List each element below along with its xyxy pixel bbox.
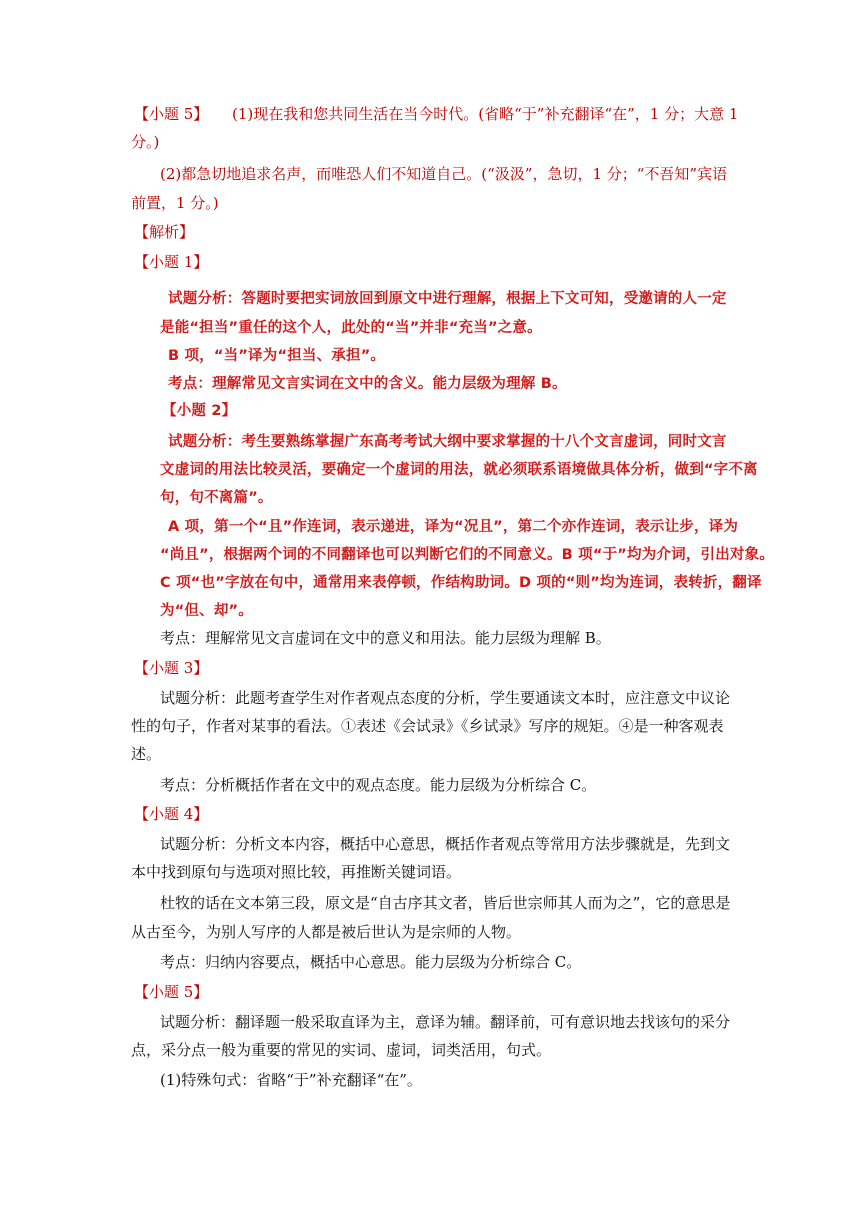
q3-line: 述。 bbox=[131, 745, 162, 763]
q5-answer-line2: (2)都急切地追求名声，而唯恐人们不知道自己。(“汲汲”，急切，1 分；“不吾知”宾语 bbox=[160, 165, 728, 183]
q2-line: “尚且”，根据两个词的不同翻译也可以判断它们的不同意义。B 项“于”均为介词，引出对象。 bbox=[160, 547, 775, 563]
q3-kaodian: 考点：分析概括作者在文中的观点态度。能力层级为分析综合 C。 bbox=[160, 776, 597, 794]
q2-line: 为“但、却”。 bbox=[160, 603, 253, 619]
q5-line: (1)特殊句式：省略“于”补充翻译“在”。 bbox=[160, 1071, 422, 1089]
analysis-header: 【解析】 bbox=[134, 223, 195, 241]
q2-kaodian: 考点：理解常见文言虚词在文中的意义和用法。能力层级为理解 B。 bbox=[160, 629, 611, 647]
q4-kaodian: 考点：归纳内容要点，概括中心意思。能力层级为分析综合 C。 bbox=[160, 953, 582, 971]
q4-line: 杜牧的话在文本第三段，原文是“自古序其文者，皆后世宗师其人而为之”，它的意思是 bbox=[160, 894, 731, 912]
q4-line: 试题分析：分析文本内容，概括中心意思，概括作者观点等常用方法步骤就是，先到文 bbox=[160, 835, 731, 853]
q1-line: 试题分析：答题时要把实词放回到原文中进行理解，根据上下文可知，受邀请的人一定 bbox=[168, 291, 727, 307]
q2-line: A 项，第一个“且”作连词，表示递进，译为“况且”，第二个亦作连词，表示让步，译为 bbox=[168, 519, 739, 535]
q4-line: 本中找到原句与选项对照比较，再推断关键词语。 bbox=[131, 863, 462, 881]
q2-line: 句，句不离篇”。 bbox=[160, 490, 273, 506]
q5-line: 点，采分点一般为重要的常见的实词、虚词，词类活用，句式。 bbox=[131, 1041, 552, 1059]
q5-header: 【小题 5】 bbox=[134, 983, 209, 1001]
q1-line: B 项，“当”译为“担当、承担”。 bbox=[168, 348, 386, 364]
q1-header: 【小题 1】 bbox=[134, 253, 209, 271]
embedded-image-analysis bbox=[160, 280, 775, 620]
q5-line: 试题分析：翻译题一般采取直译为主，意译为辅。翻译前，可有意识地去找该句的采分 bbox=[160, 1013, 731, 1031]
q3-header: 【小题 3】 bbox=[134, 659, 209, 677]
q5-answer-line1-cont: 分。) bbox=[131, 133, 160, 151]
q5-answer-header: 【小题 5】 bbox=[134, 105, 209, 123]
q5-answer-line2-cont: 前置，1 分。) bbox=[131, 194, 219, 212]
q4-header: 【小题 4】 bbox=[134, 805, 209, 823]
q2-line: 文虚词的用法比较灵活，要确定一个虚词的用法，就必须联系语境做具体分析，做到“字不离 bbox=[160, 462, 758, 478]
q3-line: 试题分析：此题考查学生对作者观点态度的分析，学生要通读文本时，应注意文中议论 bbox=[160, 689, 731, 707]
q2-line: 试题分析：考生要熟练掌握广东高考考试大纲中要求掌握的十八个文言虚词，同时文言 bbox=[168, 434, 727, 450]
q5-answer-line1: (1)现在我和您共同生活在当今时代。(省略“于”补充翻译“在”，1 分；大意 1 bbox=[232, 105, 739, 123]
q4-line: 从古至今，为别人写序的人都是被后世认为是宗师的人物。 bbox=[131, 923, 522, 941]
q2-line: C 项“也”字放在句中，通常用来表停顿，作结构助词。D 项的“则”均为连词，表转折，翻译 bbox=[160, 575, 762, 591]
q2-header: 【小题 2】 bbox=[162, 403, 237, 419]
q3-line: 性的句子，作者对某事的看法。①表述《会试录》《乡试录》写序的规矩。④是一种客观表 bbox=[131, 717, 724, 735]
q1-kaodian: 考点：理解常见文言实词在文中的含义。能力层级为理解 B。 bbox=[168, 376, 567, 392]
q1-line: 是能“担当”重任的这个人，此处的“当”并非“充当”之意。 bbox=[160, 320, 542, 336]
